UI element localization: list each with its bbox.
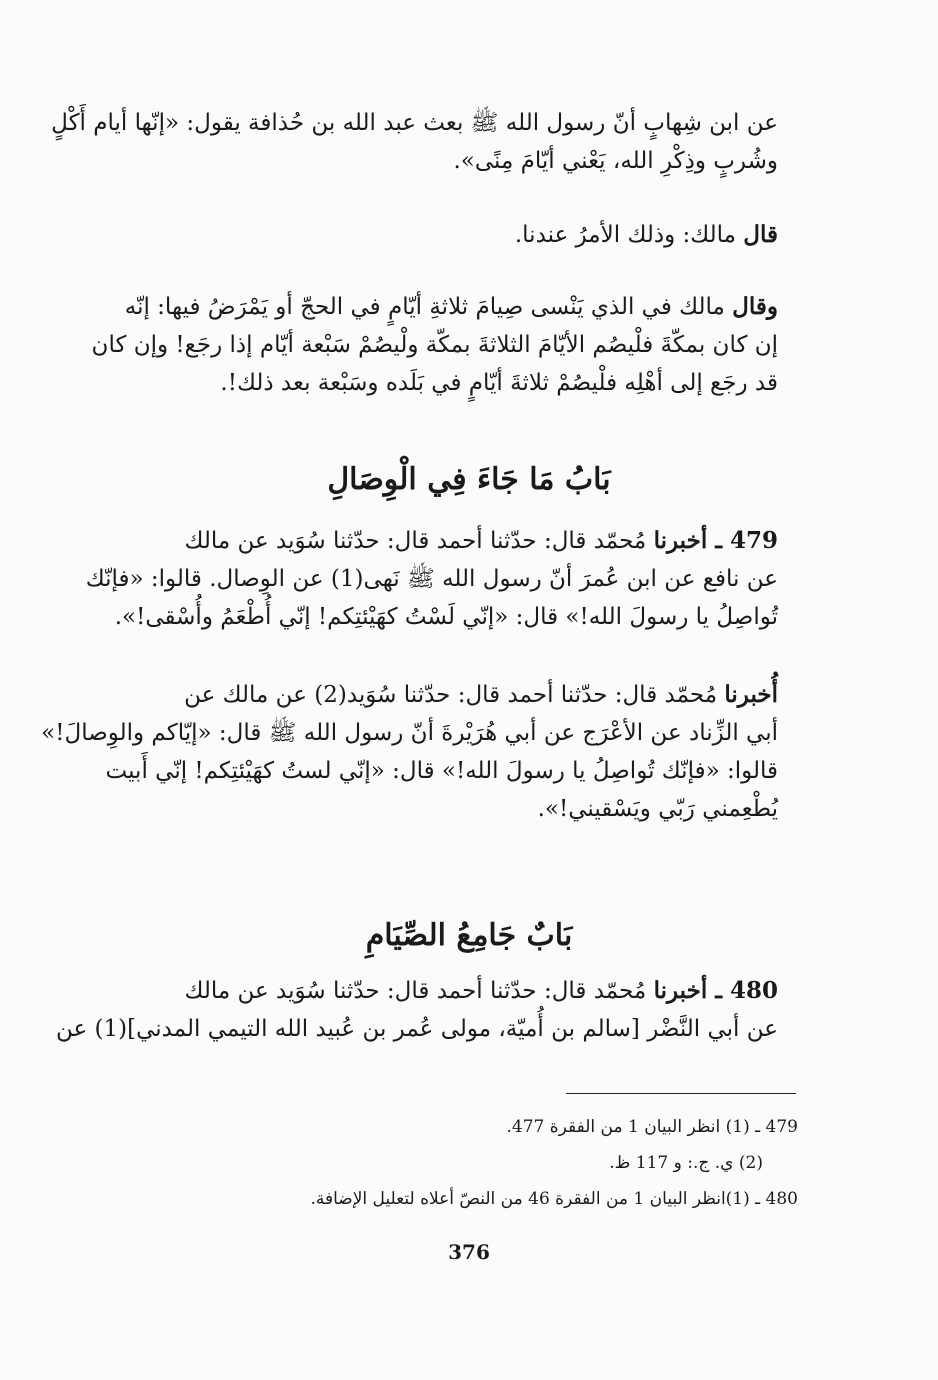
text-line bbox=[148, 216, 778, 254]
section-heading-wisal: بَابُ مَا جَاءَ فِي الْوِصَالِ bbox=[327, 462, 611, 497]
line-text: مُحمّد قال: حدّثنا أحمد قال: حدّثنا سُوَيد عن مالك bbox=[184, 528, 654, 554]
text-line: وشُربٍ وذِكْرِ الله، يَعْني أيّامَ مِنًى». bbox=[453, 148, 778, 174]
text-line bbox=[124, 288, 778, 326]
lead-word: أُخبرنا bbox=[724, 681, 778, 708]
section-heading-fasting: بَابٌ جَامِعُ الصِّيَامِ bbox=[365, 918, 573, 953]
text-line bbox=[148, 522, 778, 560]
text-line bbox=[148, 972, 778, 1010]
footnote-479-1: 479 ـ (1) انظر البيان 1 من الفقرة 477. bbox=[506, 1117, 798, 1137]
page-number: 376 bbox=[448, 1240, 490, 1264]
footnote-480-1: 480 ـ (1)انظر البيان 1 من الفقرة 46 من النصّ أعلاه لتعليل الإضافة. bbox=[310, 1189, 798, 1209]
text-line: يُطْعِمني رَبّي ويَسْقيني!». bbox=[537, 796, 778, 822]
hadith-480 bbox=[55, 972, 778, 1048]
hadith-479-second-chain bbox=[41, 676, 778, 828]
hadith-479 bbox=[85, 522, 778, 636]
footnote-479-2: (2) ي. ج.: و 117 ظ. bbox=[609, 1153, 763, 1173]
text-line: عن ابن شِهابٍ أنّ رسول الله ﷺ بعث عبد الله بن حُذافة يقول: «إنّها أيام أَكْلٍ bbox=[51, 110, 778, 136]
lead-word: وقال bbox=[732, 293, 778, 320]
text-line: قالوا: «فإنّك تُواصِلُ يا رسولَ الله!» قال: «إنّي لستُ كهَيْئتِكم! إنّي أَبيت bbox=[105, 758, 778, 784]
hadith-number-lead: 479 ـ أخبرنا bbox=[653, 527, 778, 554]
text-line: تُواصِلُ يا رسولَ الله!» قال: «إنّي لَسْتُ كهَيْئتِكم! إنّي أُطْعَمُ وأُسْقى!». bbox=[114, 604, 778, 630]
paragraph-malik-fasting-hajj bbox=[91, 288, 778, 402]
text-line: عن نافع عن ابن عُمرَ أنّ رسول الله ﷺ نَهى(1) عن الوِصال. قالوا: «فإنّك bbox=[85, 566, 778, 592]
line-text: مالك في الذي يَنْسى صِيامَ ثلاثةِ أيّامٍ في الحجّ أو يَمْرَضُ فيها: إنّه bbox=[124, 294, 733, 320]
text-line: أبي الزِّناد عن الأعْرَج عن أبي هُرَيْرةَ أنّ رسول الله ﷺ قال: «إيّاكم والوِصالَ!» bbox=[41, 720, 778, 746]
text-line bbox=[148, 676, 778, 714]
text-line: إن كان بمكّةَ فلْيصُم الأيّامَ الثلاثةَ بمكّة ولْيصُمْ سَبْعة أيّام إذا رجَع! وإن كان bbox=[91, 332, 778, 358]
footnote-separator bbox=[566, 1093, 796, 1094]
paragraph-ibn-shihab bbox=[51, 104, 778, 180]
hadith-number-lead: 480 ـ أخبرنا bbox=[653, 977, 778, 1004]
paragraph-malik-opinion bbox=[148, 216, 778, 254]
lead-word: قال bbox=[743, 221, 778, 248]
line-text: مُحمّد قال: حدّثنا أحمد قال: حدّثنا سُوَيد عن مالك bbox=[184, 978, 654, 1004]
line-text: مُحمّد قال: حدّثنا أحمد قال: حدّثنا سُوَيد(2) عن مالك عن bbox=[184, 682, 725, 708]
text-line: قد رجَع إلى أهْلِه فلْيصُمْ ثلاثةَ أيّامٍ في بَلَده وسَبْعة بعد ذلك!. bbox=[220, 370, 778, 396]
text-line: عن أبي النَّضْر [سالم بن أُميّة، مولى عُمر بن عُبيد الله التيمي المدني](1) عن bbox=[55, 1016, 778, 1042]
line-text: مالك: وذلك الأمرُ عندنا. bbox=[514, 222, 744, 248]
